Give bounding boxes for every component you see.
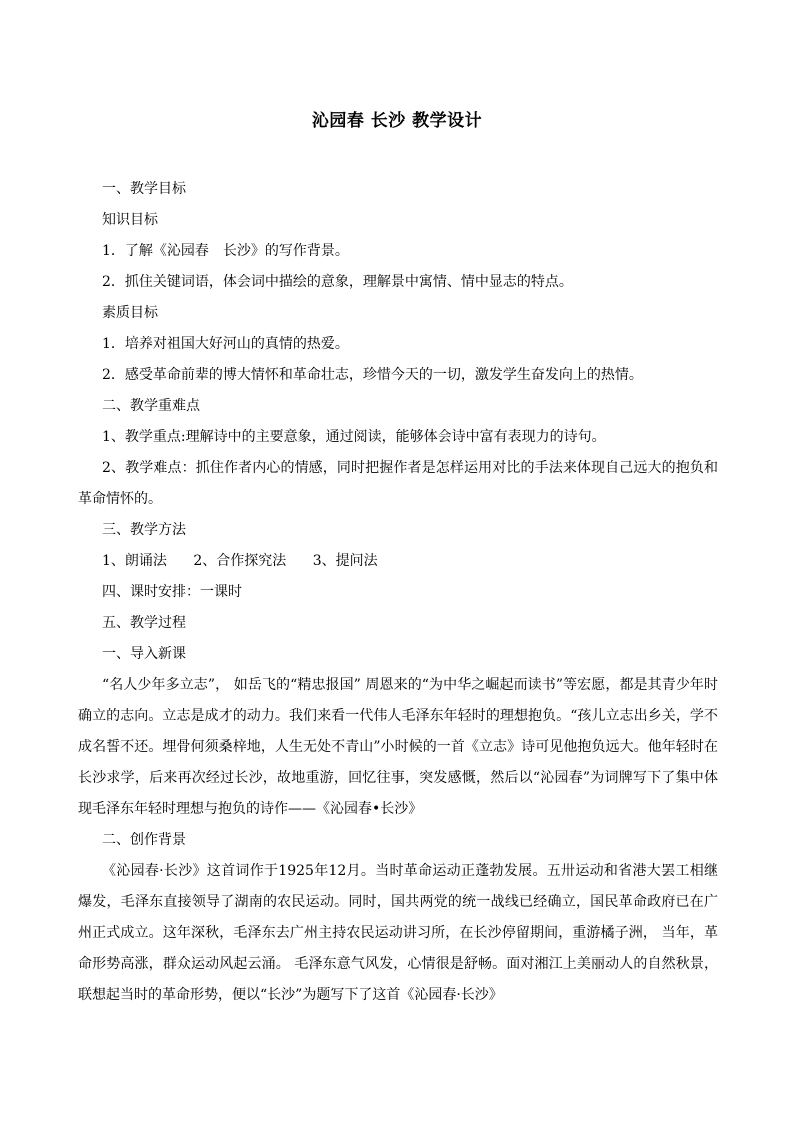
- method-item-1: 1、朗诵法: [102, 553, 167, 569]
- method-item-3: 3、提问法: [312, 553, 378, 569]
- key-point-item: 1、教学重点:理解诗中的主要意象，通过阅读，能够体会诗中富有表现力的诗句。: [102, 429, 606, 445]
- intro-paragraph: “名人少年多立志”， 如岳飞的“精忠报国” 周恩来的“为中华之崛起而读书”等宏愿，都是其青少年时确立的志向。立志是成才的动力。我们来看一代伟人毛泽东年轻时的理想抱负。“孩儿立志出乡关，学不成名誓不还。埋骨何须桑梓地，人生无处不青山”小时候的一首《立志》诗可见他抱负远大。他年轻时在长沙求学，后来再次经过长沙，故地重游，回忆往事，突发感慨，然后以“沁园春”为词牌写下了集中体现毛泽东年轻时理想与抱负的诗作——《沁园春•长沙》: [78, 677, 718, 817]
- knowledge-heading: 知识目标: [102, 212, 158, 228]
- method-item-2: 2、合作探究法: [193, 553, 287, 569]
- methods-heading: 三、教学方法: [102, 522, 186, 538]
- document-body: [78, 174, 718, 1011]
- quality-item-1: 1．培养对祖国大好河山的真情的热爱。: [102, 336, 349, 352]
- knowledge-item-2: 2．抓住关键词语，体会词中描绘的意象，理解景中寓情、情中显志的特点。: [102, 274, 573, 290]
- background-paragraph: 《沁园春·长沙》这首词作于1925年12月。当时革命运动正蓬勃发展。五卅运动和省港大罢工相继爆发，毛泽东直接领导了湖南的农民运动。同时，国共两党的统一战线已经确立，国民革命政府已在广州正式成立。这年深秋，毛泽东去广州主持农民运动讲习所，在长沙停留期间，重游橘子洲， 当年，革命形势高涨，群众运动风起云涌。 毛泽东意气风发，心情很是舒畅。面对湘江上美丽动人的自然秋景，联想起当时的革命形势，便以“长沙”为题写下了这首《沁园春·长沙》: [78, 863, 718, 1003]
- methods-list: [78, 546, 718, 577]
- intro-heading: 一、导入新课: [102, 646, 186, 662]
- key-points-heading: 二、教学重难点: [102, 398, 200, 414]
- quality-heading: 素质目标: [102, 305, 158, 321]
- schedule-line: 四、课时安排：一课时: [102, 584, 242, 600]
- background-heading: 二、创作背景: [102, 832, 186, 848]
- knowledge-item-1: 1．了解《沁园春 长沙》的写作背景。: [102, 243, 349, 259]
- quality-item-2: 2．感受革命前辈的博大情怀和革命壮志，珍惜今天的一切，激发学生奋发向上的热情。: [102, 367, 643, 383]
- document-title: 沁园春 长沙 教学设计: [311, 111, 483, 131]
- process-heading: 五、教学过程: [102, 615, 186, 631]
- objectives-heading: 一、教学目标: [102, 181, 186, 197]
- difficult-point-paragraph: 2、教学难点：抓住作者内心的情感，同时把握作者是怎样运用对比的手法来体现自己远大的抱负和革命情怀的。: [78, 460, 718, 507]
